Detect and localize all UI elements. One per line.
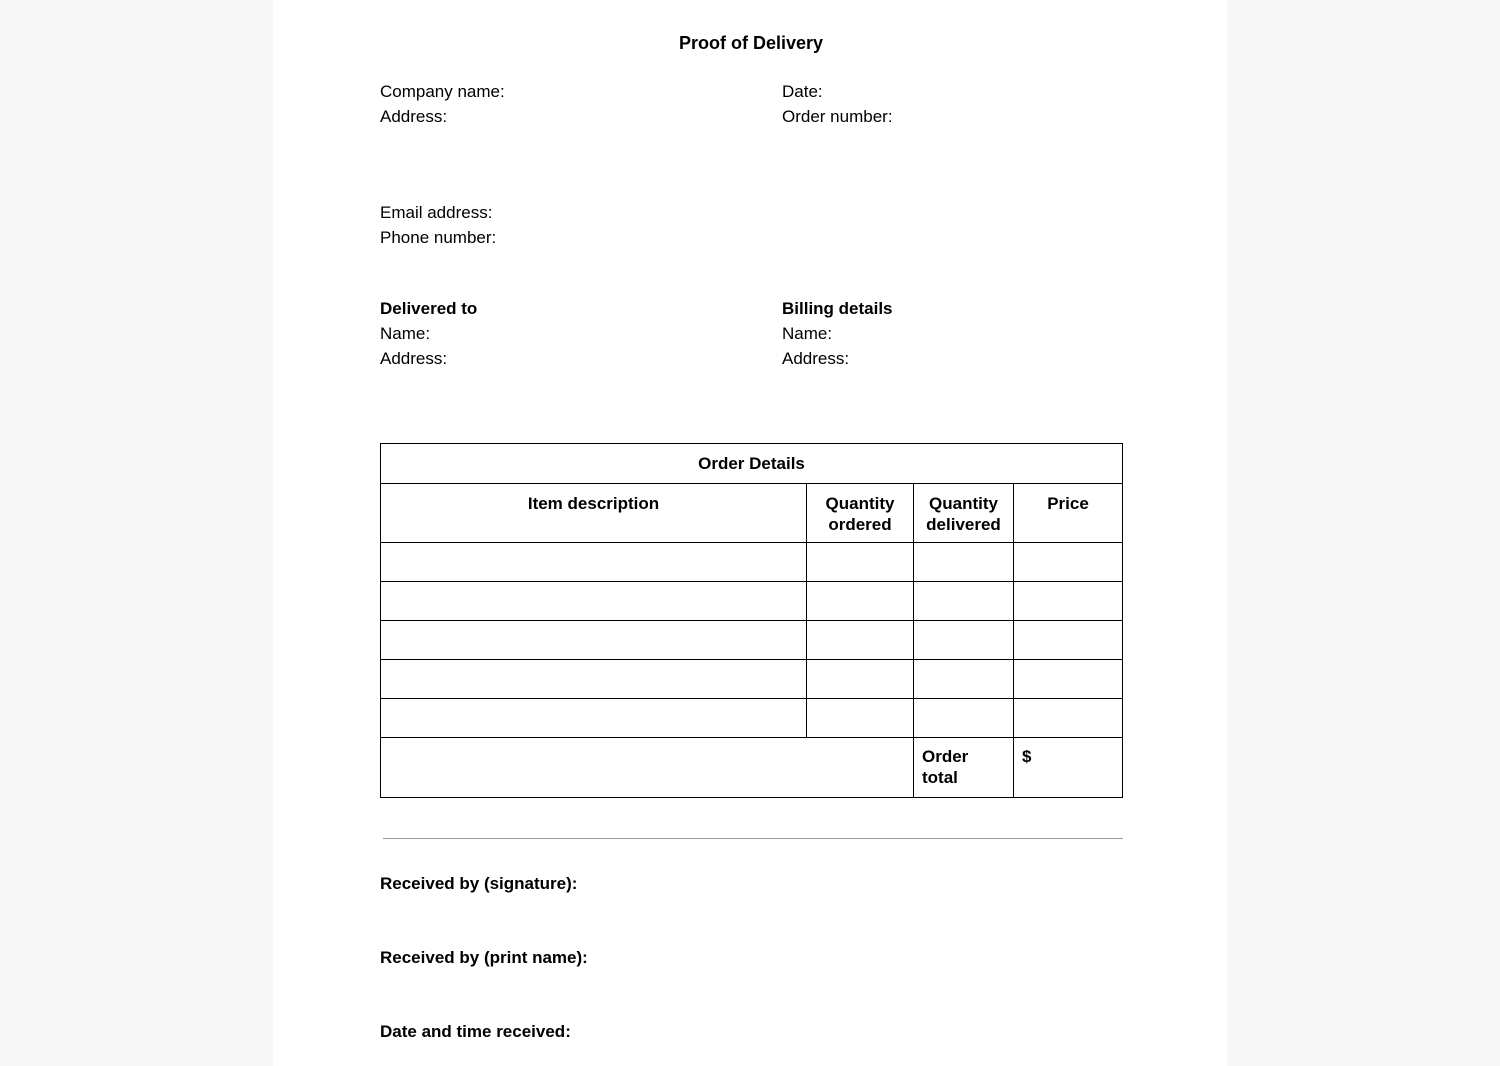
order-total-row <box>381 738 1123 798</box>
document-page <box>273 0 1227 1066</box>
col-header-quantity-ordered: Quantity ordered <box>807 484 914 543</box>
order-item-cell[interactable] <box>914 699 1014 738</box>
order-item-cell[interactable] <box>381 699 807 738</box>
order-info-block <box>782 79 893 129</box>
order-item-cell[interactable] <box>914 621 1014 660</box>
column-header-row <box>381 484 1123 543</box>
billing-details-block <box>782 296 893 371</box>
email-label: Email address: <box>380 203 493 222</box>
order-item-cell[interactable] <box>914 543 1014 582</box>
order-item-cell[interactable] <box>914 660 1014 699</box>
delivered-to-name-label: Name: <box>380 324 431 343</box>
delivered-to-block <box>380 296 477 371</box>
order-item-cell[interactable] <box>381 582 807 621</box>
received-print-name-label: Received by (print name): <box>380 948 588 967</box>
order-number-label: Order number: <box>782 107 893 126</box>
table-row <box>381 543 1123 582</box>
order-item-cell[interactable] <box>807 582 914 621</box>
order-item-cell[interactable] <box>381 660 807 699</box>
date-label: Date: <box>782 82 823 101</box>
section-divider <box>383 838 1123 839</box>
order-item-cell[interactable] <box>1014 699 1123 738</box>
col-header-price: Price <box>1014 484 1123 543</box>
order-item-cell[interactable] <box>1014 543 1123 582</box>
order-item-cell[interactable] <box>914 582 1014 621</box>
page-title: Proof of Delivery <box>678 33 824 53</box>
order-details-title: Order Details <box>381 444 1123 484</box>
order-item-cell[interactable] <box>381 621 807 660</box>
table-row <box>381 660 1123 699</box>
table-title-row <box>381 444 1123 484</box>
order-item-cell[interactable] <box>807 543 914 582</box>
order-item-cell[interactable] <box>807 699 914 738</box>
order-item-cell[interactable] <box>1014 660 1123 699</box>
col-header-item-description: Item description <box>381 484 807 543</box>
table-row <box>381 699 1123 738</box>
order-total-label: Order total <box>914 738 1014 798</box>
order-total-value[interactable]: $ <box>1014 738 1123 798</box>
phone-label: Phone number: <box>380 228 497 247</box>
received-signature-label: Received by (signature): <box>380 874 578 893</box>
contact-info-block <box>380 200 496 250</box>
company-name-label: Company name: <box>380 82 505 101</box>
delivered-to-address-label: Address: <box>380 349 448 368</box>
date-time-received-label: Date and time received: <box>380 1022 571 1041</box>
delivered-to-heading: Delivered to <box>380 299 478 318</box>
billing-name-label: Name: <box>782 324 833 343</box>
total-row-spacer <box>381 738 914 798</box>
order-item-cell[interactable] <box>807 621 914 660</box>
col-header-quantity-delivered: Quantity delivered <box>914 484 1014 543</box>
company-address-label: Address: <box>380 107 448 126</box>
billing-details-heading: Billing details <box>782 299 893 318</box>
order-item-cell[interactable] <box>381 543 807 582</box>
billing-address-label: Address: <box>782 349 850 368</box>
table-row <box>381 621 1123 660</box>
order-item-cell[interactable] <box>1014 582 1123 621</box>
order-item-cell[interactable] <box>807 660 914 699</box>
order-item-cell[interactable] <box>1014 621 1123 660</box>
table-row <box>381 582 1123 621</box>
order-details-table <box>380 443 1123 798</box>
company-info-block <box>380 79 505 129</box>
